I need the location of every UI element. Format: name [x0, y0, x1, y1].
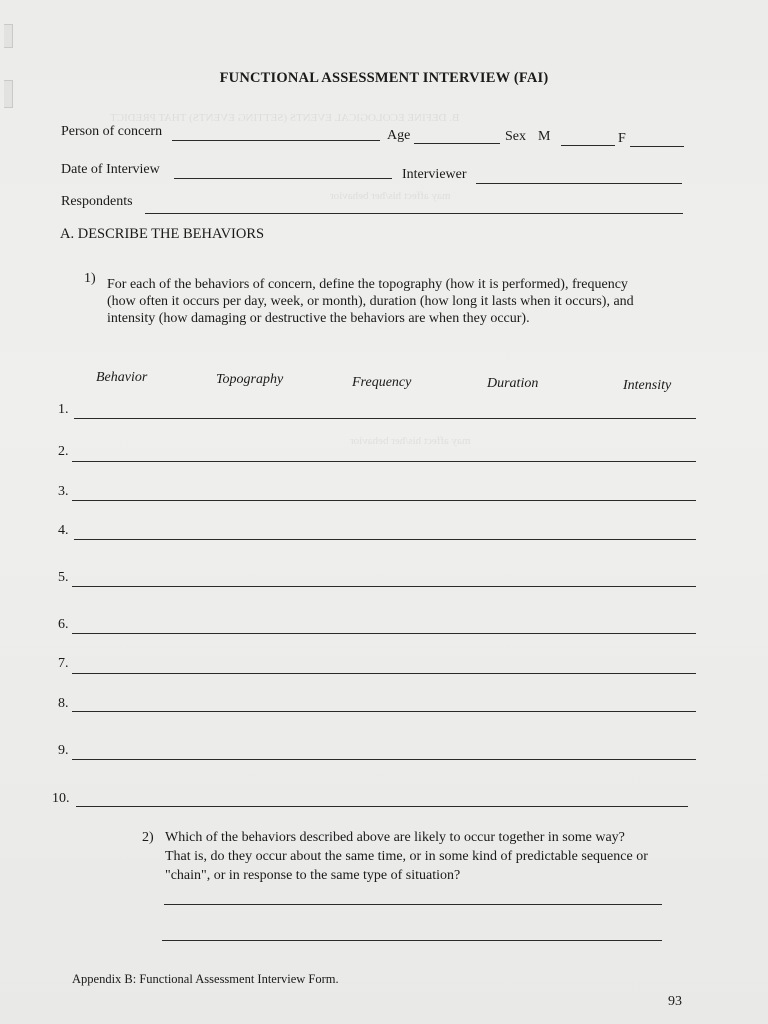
behavior-row-field[interactable] — [72, 673, 696, 674]
respondents-field[interactable] — [145, 213, 683, 214]
date-of-interview-field[interactable] — [174, 178, 392, 179]
question-2-line-3: "chain", or in response to the same type of situation? — [165, 868, 461, 883]
behavior-row-field[interactable] — [76, 806, 688, 807]
behavior-row-field[interactable] — [72, 759, 696, 760]
column-behavior: Behavior — [96, 370, 148, 385]
behavior-row-number: 4. — [58, 523, 69, 538]
person-of-concern-field[interactable] — [172, 140, 380, 141]
sex-f-label: F — [618, 131, 626, 146]
question-number: 1) — [84, 271, 96, 286]
bleed-through-text: may affect his/her behavior — [350, 435, 471, 447]
sex-m-label: M — [538, 129, 551, 144]
interviewer-label: Interviewer — [402, 167, 467, 182]
question-2-answer-line[interactable] — [162, 940, 662, 941]
column-frequency: Frequency — [352, 375, 412, 390]
question-1 — [84, 270, 704, 330]
age-field[interactable] — [414, 143, 500, 144]
behavior-row-number: 10. — [52, 791, 70, 806]
question-2-line-1: Which of the behaviors described above are likely to occur together in some way? — [165, 830, 625, 845]
behavior-row-field[interactable] — [74, 418, 696, 419]
scan-edge-mark — [4, 24, 13, 48]
form-title: FUNCTIONAL ASSESSMENT INTERVIEW (FAI) — [219, 70, 549, 86]
bleed-through-text: B. DEFINE ECOLOGICAL EVENTS (SETTING EVENTS) THAT PREDICT — [110, 112, 460, 124]
behavior-row-field[interactable] — [72, 461, 696, 462]
footer-caption: Appendix B: Functional Assessment Interview Form. — [72, 972, 339, 986]
behavior-row-field[interactable] — [72, 500, 696, 501]
person-of-concern-label: Person of concern — [61, 124, 163, 139]
bleed-through-text: may affect his/her behavior — [330, 190, 451, 202]
age-label: Age — [387, 128, 411, 143]
column-duration: Duration — [487, 376, 539, 391]
sex-f-field[interactable] — [630, 146, 684, 147]
behavior-row-number: 2. — [58, 444, 69, 459]
question-1-line-1: For each of the behaviors of concern, define the topography (how it is performed), frequency — [107, 277, 628, 292]
question-2-answer-line[interactable] — [164, 904, 662, 905]
column-topography: Topography — [216, 372, 284, 387]
sex-label: Sex — [505, 129, 526, 144]
behavior-row-number: 5. — [58, 570, 69, 585]
behavior-row-number: 6. — [58, 617, 69, 632]
behavior-row-number: 8. — [58, 696, 69, 711]
question-number: 2) — [142, 830, 154, 845]
section-a-heading: A. DESCRIBE THE BEHAVIORS — [60, 226, 265, 242]
behavior-row-field[interactable] — [74, 539, 696, 540]
question-1-line-2: (how often it occurs per day, week, or month), duration (how long it lasts when it occurs), and — [107, 294, 634, 309]
page-number: 93 — [668, 994, 682, 1009]
behavior-row-field[interactable] — [72, 633, 696, 634]
behavior-row-number: 9. — [58, 743, 69, 758]
behavior-row-number: 3. — [58, 484, 69, 499]
question-2 — [142, 829, 702, 889]
interviewer-field[interactable] — [476, 183, 682, 184]
date-of-interview-label: Date of Interview — [61, 162, 160, 177]
behavior-row-field[interactable] — [72, 586, 696, 587]
respondents-label: Respondents — [61, 194, 133, 209]
behavior-row-field[interactable] — [72, 711, 696, 712]
column-intensity: Intensity — [623, 378, 672, 393]
sex-m-field[interactable] — [561, 145, 615, 146]
behavior-row-number: 7. — [58, 656, 69, 671]
question-1-line-3: intensity (how damaging or destructive the behaviors are when they occur). — [107, 311, 530, 326]
question-2-line-2: That is, do they occur about the same time, or in some kind of predictable sequence or — [165, 849, 648, 864]
behavior-row-number: 1. — [58, 402, 69, 417]
